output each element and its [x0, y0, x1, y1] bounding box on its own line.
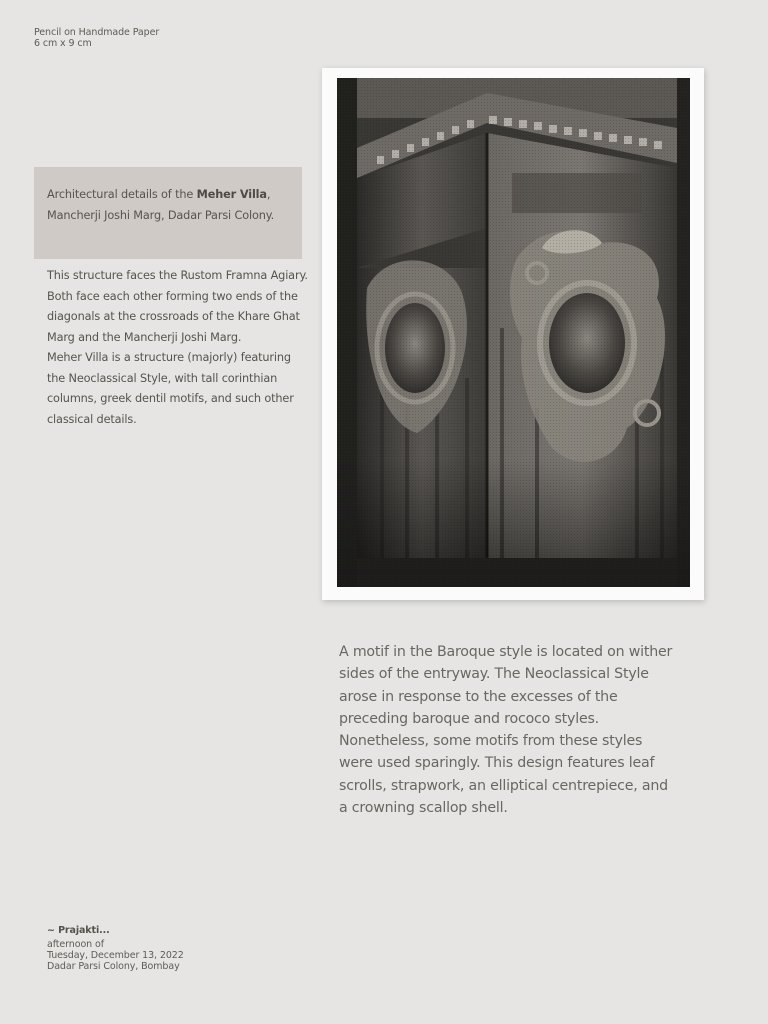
- date-label: Tuesday, December 13, 2022: [47, 950, 184, 961]
- signature-block: [47, 925, 184, 972]
- description-paragraph: This structure faces the Rustom Framna Agiary. Both face each other forming two ends of the diagonals at the crossroads of the Khare Ghat Marg and the Mancherji Joshi Marg.: [47, 269, 308, 344]
- title-prefix: Architectural details of the: [47, 188, 197, 201]
- description: [47, 266, 309, 430]
- description-paragraph: Meher Villa is a structure (majorly) featuring the Neoclassical Style, with tall corinthian columns, greek dentil motifs, and such other classical details.: [47, 351, 294, 426]
- dimensions-label: 6 cm x 9 cm: [34, 38, 92, 49]
- drawing-illustration: [337, 78, 690, 587]
- note-text: A motif in the Baroque style is located on wither sides of the entryway. The Neoclassical Style arose in response to the excesses of the preceding baroque and rococo styles. Nonetheless, some motifs from these styles were used sparingly. This design features leaf scrolls, strapwork, an elliptical centrepiece, and a crowning scallop shell.: [339, 644, 673, 817]
- title-suffix: , Mancherji Joshi Marg, Dadar Parsi Colony.: [47, 188, 275, 222]
- place-label: Dadar Parsi Colony, Bombay: [47, 961, 180, 972]
- title-box: [34, 167, 302, 259]
- time-of-day: afternoon of: [47, 939, 104, 950]
- medium-label: Pencil on Handmade Paper: [34, 27, 160, 38]
- title-subject: Meher Villa: [196, 188, 267, 201]
- artwork-drawing: [337, 78, 690, 587]
- author-signature: ~ Prajakti...: [47, 925, 110, 936]
- motif-note: [339, 641, 679, 819]
- title-text: [47, 185, 292, 226]
- artwork-info: [34, 27, 159, 49]
- artwork-frame: [322, 68, 704, 600]
